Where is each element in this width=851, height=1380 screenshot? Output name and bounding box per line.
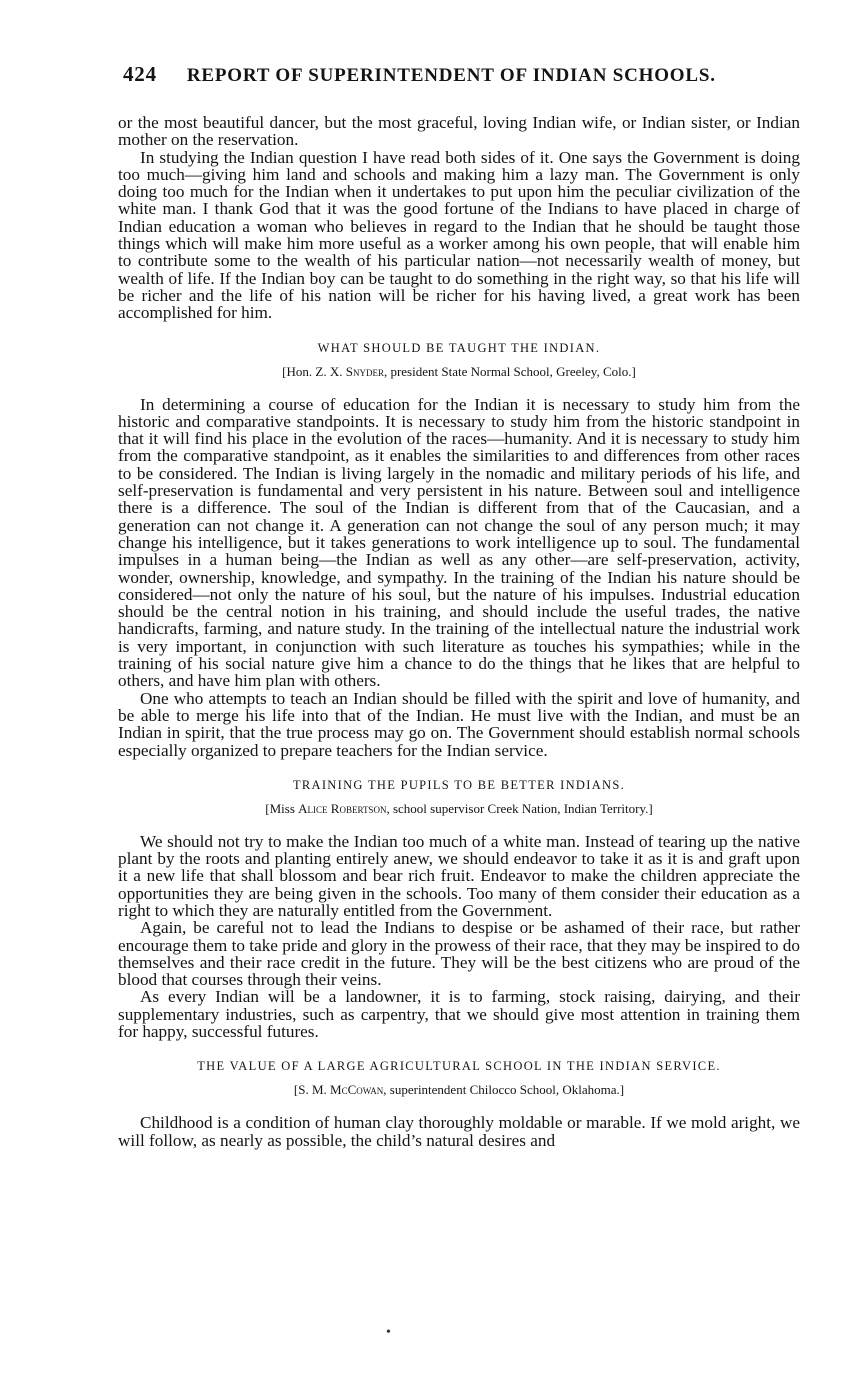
section-attribution bbox=[118, 364, 800, 380]
attribution-name: S. M. McCowan bbox=[298, 1082, 384, 1098]
attribution-suffix: , school supervisor Creek Nation, Indian Territory.] bbox=[386, 800, 653, 816]
paragraph: or the most beautiful dancer, but the most graceful, loving Indian wife, or Indian sister, or Indian mother on the reservation. bbox=[118, 113, 800, 150]
section-attribution bbox=[118, 1082, 800, 1098]
attribution-prefix: [ bbox=[293, 1082, 299, 1098]
paragraph: In studying the Indian question I have read both sides of it. One says the Government is doing too much—giving him land and schools and making him a lazy man. The Government is only doing too much for the Indian when it undertakes to put upon him the peculiar civilization of the white man. I thank God that it was the good fortune of the Indians to have placed in charge of Indian education a woman who believes in regard to the Indian that he should be taught those things which will make him more useful as a worker among his own people, that will enable him to contribute some to the wealth of his particular nation—not necessarily wealth of money, but wealth of life. If the Indian boy can be taught to do something in the right way, so that his life will be richer and the life of his nation will be richer for his having lived, a great work has been accomplished for him. bbox=[118, 147, 800, 323]
section-heading: WHAT SHOULD BE TAUGHT THE INDIAN. bbox=[317, 340, 601, 355]
print-mark: • bbox=[386, 1325, 391, 1340]
paragraph: Again, be careful not to lead the Indians to despise or be ashamed of their race, but rather encourage them to take pride and glory in the prowess of their race, that they may be inspired to do themselves and their race credit in the future. They will be the best citizens who are proud of the blood that courses through their veins. bbox=[118, 918, 800, 990]
body-text bbox=[118, 114, 800, 1149]
attribution-prefix: [Hon. bbox=[282, 363, 316, 379]
paragraph: In determining a course of education for the Indian it is necessary to study him from the historic and comparative standpoints. It is necessary to study him from the historic standpoint in that it will find his place in the evolution of the races—humanity. And it is necessary to study him from the comparative standpoint, as it enables the similarities to and differences from other races to be considered. The Indian is living largely in the nomadic and military periods of his life, and self-preservation is fundamental and very persistent in his nature. Between soul and intelligence there is a difference. The soul of the Indian is different from that of the Caucasian, and a generation can not change it. A generation can not change the soul of any person much; it may change his intelligence, but it takes generations to work intelligence up to soul. The fundamental impulses in a human being—the Indian as well as any other—are self-preservation, activity, wonder, ownership, knowledge, and sympathy. In the training of the Indian his nature should be considered—not only the nature of his soul, but the nature of his impulses. Industrial education should be the central notion in his training, and should include the useful trades, the native handicrafts, farming, and nature study. In the training of the intellectual nature the industrial work is very important, in conjunction with such literature as touches his sympathies; while in the training of his social nature give him a chance to do the things that he likes that are helpful to others, and have him plan with others. bbox=[118, 394, 800, 691]
paragraph: We should not try to make the Indian too much of a white man. Instead of tearing up the native plant by the roots and planting entirely anew, we should endeavor to take it as it is and graft upon it a new life that shall blossom and bear rich fruit. Endeavor to make the children appreciate the opportunities they are being given in the schools. Too many of them consider their education as a right to which they are naturally entitled from the Government. bbox=[118, 831, 800, 920]
section-heading: TRAINING THE PUPILS TO BE BETTER INDIANS. bbox=[292, 777, 626, 792]
attribution-name: Alice Robertson bbox=[298, 800, 387, 816]
attribution-suffix: , superintendent Chilocco School, Oklahoma.] bbox=[383, 1082, 625, 1098]
paragraph: As every Indian will be a landowner, it is to farming, stock raising, dairying, and their supplementary industries, such as carpentry, that we should give most attention in training them for happy, successful futures. bbox=[118, 987, 800, 1042]
attribution-name: Z. X. Snyder bbox=[315, 363, 384, 379]
attribution-prefix: [Miss bbox=[265, 800, 299, 816]
page-number: 424 bbox=[123, 62, 157, 86]
attribution-suffix: , president State Normal School, Greeley, Colo.] bbox=[383, 363, 636, 379]
running-header bbox=[123, 62, 803, 87]
section-heading: THE VALUE OF A LARGE AGRICULTURAL SCHOOL IN THE INDIAN SERVICE. bbox=[197, 1059, 721, 1074]
section-attribution bbox=[118, 801, 800, 817]
paragraph: Childhood is a condition of human clay thoroughly moldable or marable. If we mold aright, we will follow, as nearly as possible, the child’s natural desires and bbox=[118, 1113, 800, 1150]
paragraph: One who attempts to teach an Indian should be filled with the spirit and love of humanity, and be able to merge his life into that of the Indian. He must live with the Indian, and must be an Indian in spirit, that the true process may go on. The Government should establish normal schools especially organized to prepare teachers for the Indian service. bbox=[118, 688, 800, 760]
running-title: REPORT OF SUPERINTENDENT OF INDIAN SCHOOLS. bbox=[186, 65, 716, 86]
